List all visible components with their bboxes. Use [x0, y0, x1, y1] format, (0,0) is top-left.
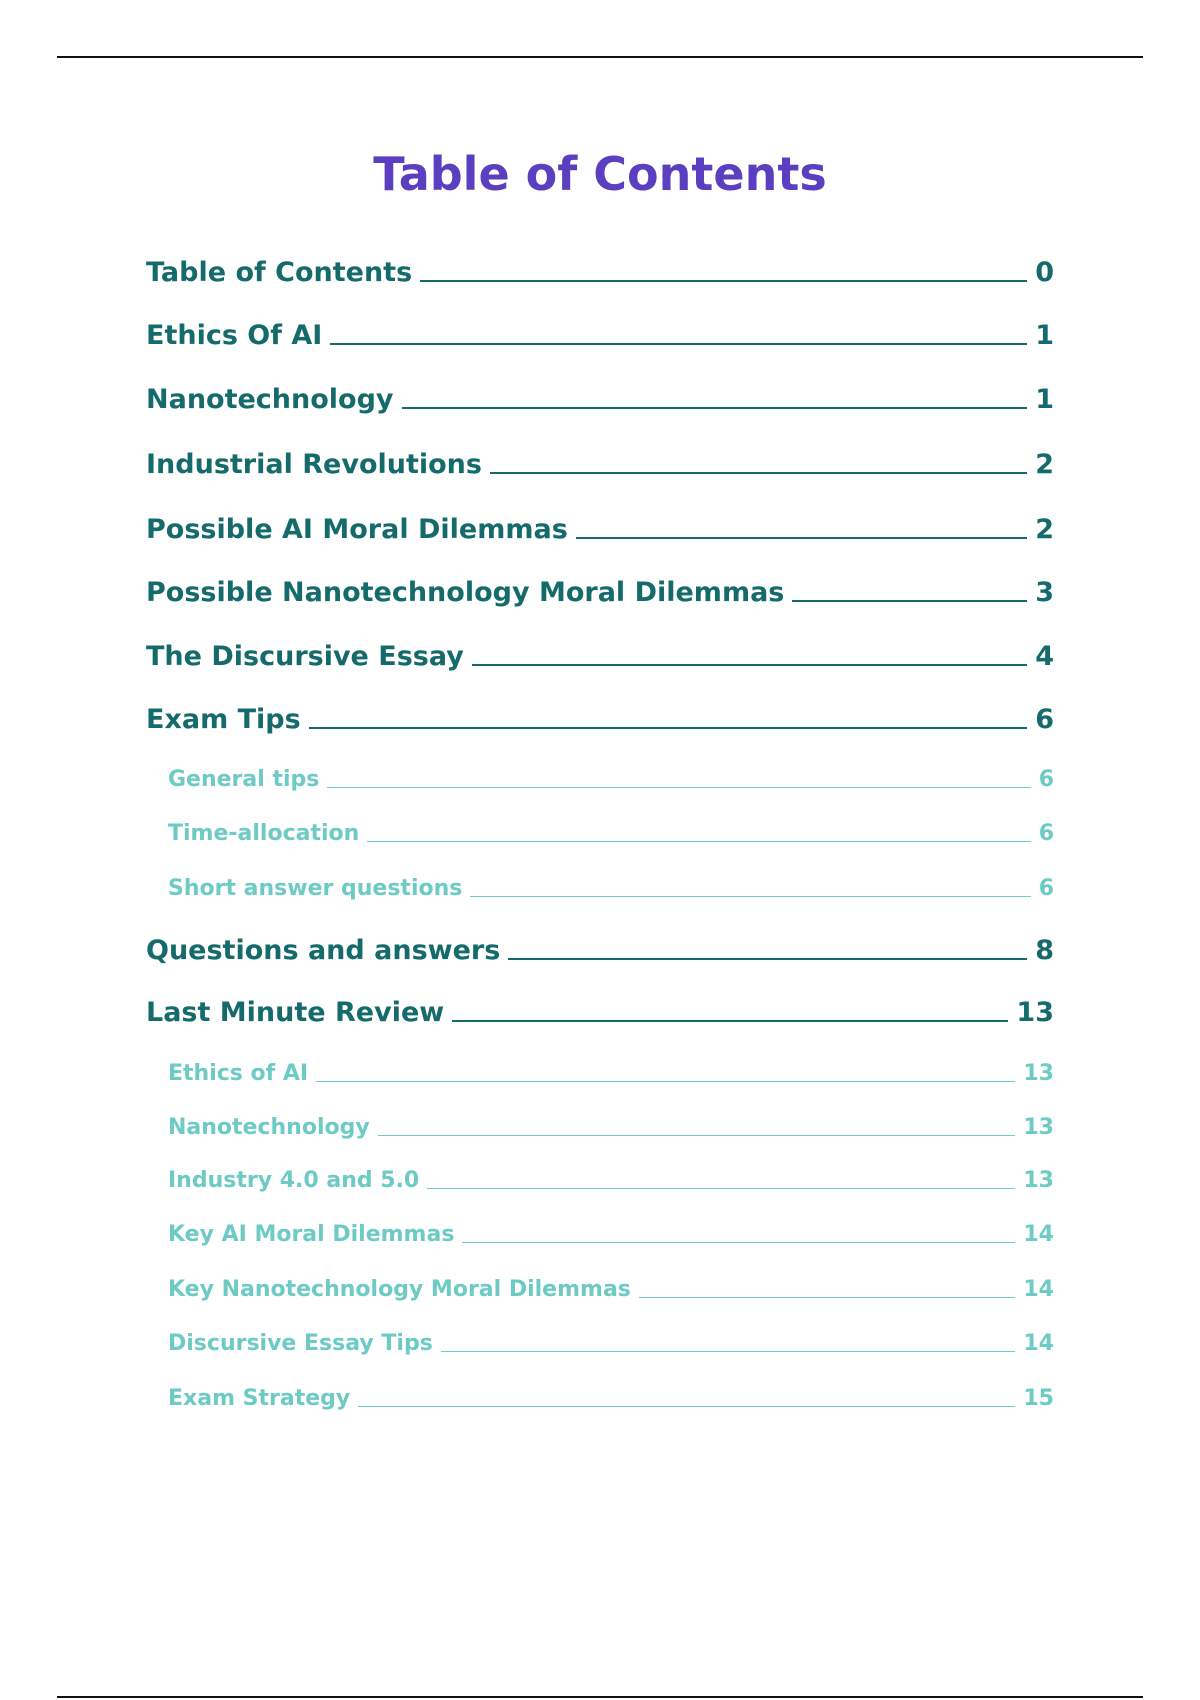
- toc-entry-review-nanotechnology[interactable]: [168, 1109, 1054, 1139]
- toc-entry-page: 6: [1038, 821, 1054, 846]
- toc-entry-page: 2: [1035, 449, 1054, 480]
- toc-entry-label: Key AI Moral Dilemmas: [168, 1222, 455, 1247]
- toc-entry-possible-ai-moral-dilemmas[interactable]: [146, 507, 1054, 543]
- toc-entry-page: 1: [1035, 384, 1054, 415]
- dot-leader: [472, 664, 1027, 666]
- dot-leader: [378, 1135, 1016, 1136]
- toc-entry-label: Time-allocation: [168, 821, 360, 846]
- toc-entry-questions-and-answers[interactable]: [146, 928, 1054, 964]
- page-title: Table of Contents: [373, 147, 827, 201]
- dot-leader: [462, 1242, 1015, 1243]
- toc-entry-label: Exam Strategy: [168, 1386, 351, 1411]
- toc-entry-label: Short answer questions: [168, 876, 463, 901]
- toc-entry-possible-nanotechnology-moral-dilemmas[interactable]: [146, 570, 1054, 606]
- toc-entry-label: Ethics of AI: [168, 1061, 309, 1086]
- toc-entry-label: Last Minute Review: [146, 997, 445, 1028]
- toc-entry-industrial-revolutions[interactable]: [146, 442, 1054, 478]
- dot-leader: [470, 896, 1030, 897]
- toc-entry-exam-strategy[interactable]: [168, 1380, 1054, 1410]
- dot-leader: [639, 1297, 1015, 1298]
- toc-entry-label: Nanotechnology: [168, 1115, 370, 1140]
- dot-leader: [576, 537, 1027, 539]
- dot-leader: [367, 841, 1030, 842]
- footer-rule: [57, 1696, 1143, 1698]
- dot-leader: [309, 727, 1028, 729]
- toc-entry-page: 6: [1038, 876, 1054, 901]
- dot-leader: [441, 1351, 1016, 1352]
- toc-entry-page: 6: [1038, 767, 1054, 792]
- toc-entry-page: 13: [1023, 1115, 1054, 1140]
- toc-entry-page: 1: [1035, 320, 1054, 351]
- toc-entry-exam-tips[interactable]: [146, 697, 1054, 733]
- toc-entry-page: 15: [1023, 1386, 1054, 1411]
- dot-leader: [358, 1406, 1015, 1407]
- dot-leader: [330, 343, 1027, 345]
- toc-entry-label: Discursive Essay Tips: [168, 1331, 433, 1356]
- toc-entry-label: The Discursive Essay: [146, 641, 464, 672]
- toc-entry-label: Exam Tips: [146, 704, 301, 735]
- toc-entry-page: 6: [1035, 704, 1054, 735]
- toc-entry-page: 13: [1023, 1168, 1054, 1193]
- toc-entry-last-minute-review[interactable]: [146, 990, 1054, 1026]
- toc-entry-page: 3: [1035, 577, 1054, 608]
- toc-entry-short-answer-questions[interactable]: [168, 870, 1054, 900]
- toc-entry-page: 13: [1023, 1061, 1054, 1086]
- dot-leader: [452, 1020, 1008, 1022]
- toc-entry-the-discursive-essay[interactable]: [146, 634, 1054, 670]
- toc-entry-page: 14: [1023, 1222, 1054, 1247]
- toc-entry-label: Possible AI Moral Dilemmas: [146, 514, 568, 545]
- toc-entry-page: 0: [1035, 257, 1054, 288]
- toc-entry-time-allocation[interactable]: [168, 815, 1054, 845]
- toc-entry-table-of-contents[interactable]: [146, 250, 1054, 286]
- toc-entry-page: 4: [1035, 641, 1054, 672]
- toc-entry-label: Possible Nanotechnology Moral Dilemmas: [146, 577, 785, 608]
- toc-entry-key-ai-moral-dilemmas[interactable]: [168, 1216, 1054, 1246]
- toc-entry-label: Nanotechnology: [146, 384, 394, 415]
- dot-leader: [508, 958, 1027, 960]
- toc-entry-label: Table of Contents: [146, 257, 413, 288]
- toc-entry-industry-4-and-5[interactable]: [168, 1162, 1054, 1192]
- dot-leader: [316, 1081, 1015, 1082]
- toc-entry-page: 2: [1035, 514, 1054, 545]
- dot-leader: [420, 280, 1027, 282]
- dot-leader: [490, 472, 1027, 474]
- toc-entry-label: General tips: [168, 767, 320, 792]
- toc-entry-ethics-of-ai[interactable]: [146, 313, 1054, 349]
- dot-leader: [402, 407, 1028, 409]
- toc-entry-general-tips[interactable]: [168, 761, 1054, 791]
- toc-entry-key-nanotechnology-moral-dilemmas[interactable]: [168, 1271, 1054, 1301]
- dot-leader: [427, 1188, 1015, 1189]
- toc-entry-label: Key Nanotechnology Moral Dilemmas: [168, 1277, 631, 1302]
- dot-leader: [792, 600, 1027, 602]
- toc-entry-label: Questions and answers: [146, 935, 501, 966]
- toc-entry-page: 14: [1023, 1331, 1054, 1356]
- dot-leader: [327, 787, 1030, 788]
- toc-entry-review-ethics-of-ai[interactable]: [168, 1055, 1054, 1085]
- toc-entry-label: Industrial Revolutions: [146, 449, 482, 480]
- toc-entry-label: Ethics Of AI: [146, 320, 323, 351]
- toc-entry-page: 13: [1016, 997, 1054, 1028]
- toc-entry-nanotechnology[interactable]: [146, 377, 1054, 413]
- toc-entry-discursive-essay-tips[interactable]: [168, 1325, 1054, 1355]
- toc-entry-page: 8: [1035, 935, 1054, 966]
- toc-entry-page: 14: [1023, 1277, 1054, 1302]
- toc-entry-label: Industry 4.0 and 5.0: [168, 1168, 420, 1193]
